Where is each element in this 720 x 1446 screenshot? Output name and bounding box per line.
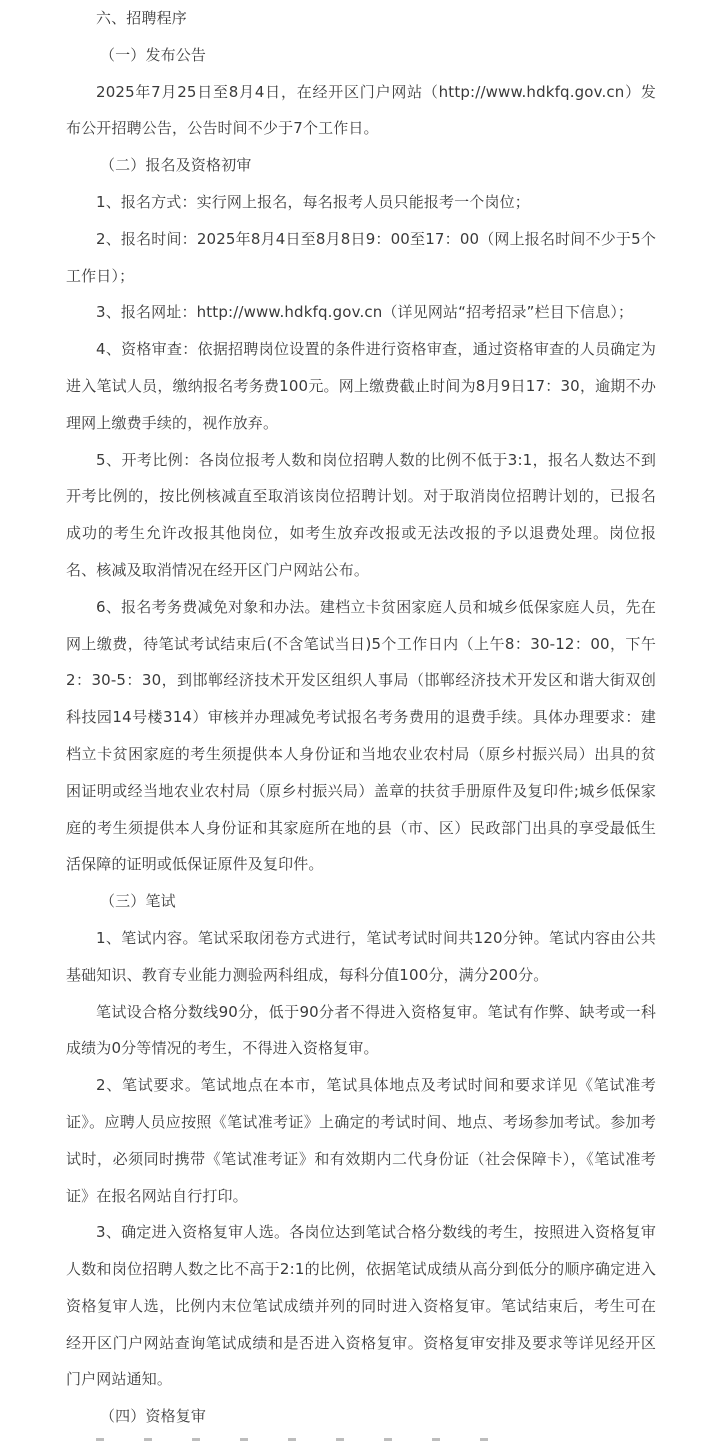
document-body xyxy=(66,0,656,1435)
subsection-heading-registration: （二）报名及资格初审 xyxy=(100,156,252,175)
paragraph-qualification-review: 4、资格审查：依据招聘岗位设置的条件进行资格审查，通过资格审查的人员确定为进入笔试人员，缴纳报名考务费100元。网上缴费截止时间为8月9日17：30，逾期不办理网上缴费手续的，视作放弃。 xyxy=(66,340,656,432)
subsection-heading-publish-notice: （一）发布公告 xyxy=(100,45,207,64)
paragraph-review-candidates: 3、确定进入资格复审人选。各岗位达到笔试合格分数线的考生，按照进入资格复审人数和岗位招聘人数之比不高于2:1的比例，依据笔试成绩从高分到低分的顺序确定进入资格复审人选，比例内末位笔试成绩并列的同时进入资格复审。笔试结束后，考生可在经开区门户网站查询笔试成绩和是否进入资格复审。资格复审安排及要求等详见经开区门户网站通知。 xyxy=(66,1223,656,1389)
paragraph-exam-content: 1、笔试内容。笔试采取闭卷方式进行，笔试考试时间共120分钟。笔试内容由公共基础知识、教育专业能力测验两科组成，每科分值100分，满分200分。 xyxy=(66,928,656,984)
paragraph-exam-requirements: 2、笔试要求。笔试地点在本市，笔试具体地点及考试时间和要求详见《笔试准考证》。应聘人员应按照《笔试准考证》上确定的考试时间、地点、考场参加考试。参加考试时，必须同时携带《笔试准考证》和有效期内二代身份证（社会保障卡），《笔试准考证》在报名网站自行打印。 xyxy=(66,1076,656,1205)
paragraph-notice-period: 2025年7月25日至8月4日，在经开区门户网站（http://www.hdkfq.gov.cn）发布公开招聘公告，公告时间不少于7个工作日。 xyxy=(66,82,656,138)
paragraph-exam-ratio: 5、开考比例：各岗位报考人数和岗位招聘人数的比例不低于3:1，报名人数达不到开考比例的，按比例核减直至取消该岗位招聘计划。对于取消岗位招聘计划的，已报名成功的考生允许改报其他岗位，如考生放弃改报或无法改报的予以退费处理。岗位报名、核减及取消情况在经开区门户网站公布。 xyxy=(66,450,656,579)
paragraph-registration-method: 1、报名方式：实行网上报名，每名报考人员只能报考一个岗位； xyxy=(96,192,530,211)
paragraph-registration-time: 2、报名时间：2025年8月4日至8月8日9：00至17：00（网上报名时间不少于5个工作日）； xyxy=(66,229,656,285)
section-heading-recruitment-procedure: 六、招聘程序 xyxy=(96,9,187,27)
paragraph-registration-url: 3、报名网址：http://www.hdkfq.gov.cn（详见网站“招考招录”栏目下信息）； xyxy=(96,303,634,322)
cut-off-next-line xyxy=(96,1438,546,1446)
subsection-heading-qualification-recheck: （四）资格复审 xyxy=(100,1407,207,1426)
subsection-heading-written-exam: （三）笔试 xyxy=(100,892,176,911)
paragraph-passing-score: 笔试设合格分数线90分，低于90分者不得进入资格复审。笔试有作弊、缺考或一科成绩为0分等情况的考生，不得进入资格复审。 xyxy=(66,1002,656,1058)
paragraph-fee-waiver: 6、报名考务费减免对象和办法。建档立卡贫困家庭人员和城乡低保家庭人员，先在网上缴费，待笔试考试结束后(不含笔试当日)5个工作日内（上午8：30-12：00，下午2：30-5：30，到邯郸经济技术开发区组织人事局（邯郸经济技术开发区和谐大街双创科技园14号楼314）审核并办理减免考试报名考务费用的退费手续。具体办理要求：建档立卡贫困家庭的考生须提供本人身份证和当地农业农村局（原乡村振兴局）出具的贫困证明或经当地农业农村局（原乡村振兴局）盖章的扶贫手册原件及复印件;城乡低保家庭的考生须提供本人身份证和其家庭所在地的县（市、区）民政部门出具的享受最低生活保障的证明或低保证原件及复印件。 xyxy=(66,597,656,874)
